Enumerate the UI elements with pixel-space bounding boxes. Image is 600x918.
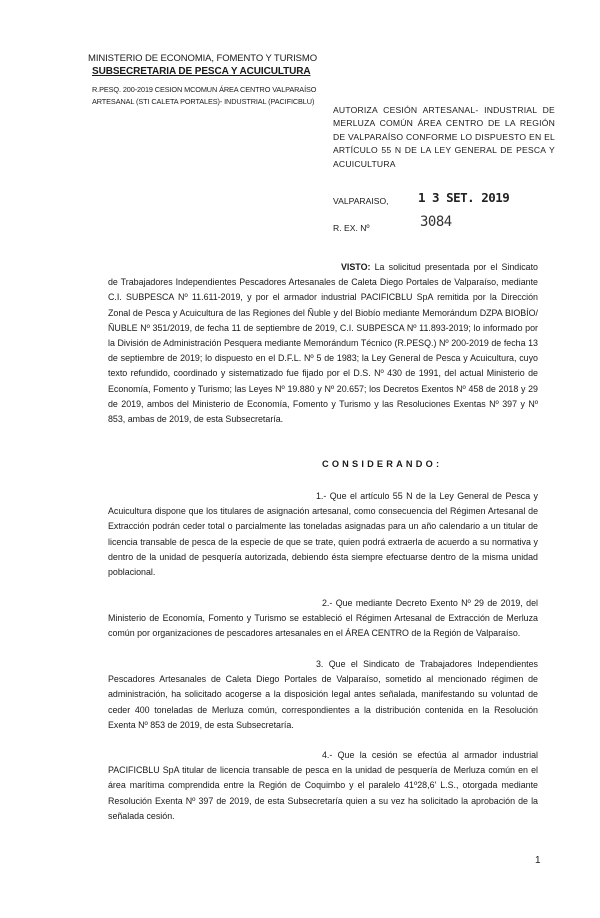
reference-line-1: R.PESQ. 200-2019 CESION MCOMUN ÁREA CENTRO VALPARAÍSO: [92, 85, 317, 94]
visto-paragraph: [108, 260, 538, 427]
ministry-heading: MINISTERIO DE ECONOMIA, FOMENTO Y TURISMO: [88, 53, 318, 64]
reference-block: [92, 84, 342, 108]
resolution-subject: AUTORIZA CESIÓN ARTESANAL- INDUSTRIAL DE MERLUZA COMÚN ÁREA CENTRO DE LA REGIÓN DE VALPARAÍSO CONFORME LO DISPUESTO EN EL ARTÍCULO 55 N DE LA LEY GENERAL DE PESCA Y ACUICULTURA: [333, 105, 555, 169]
considerando-4-text: 4.- Que la cesión se efectúa al armador industrial PACIFICBLU SpA titular de licencia transable de pesca en la unidad de pesquería de Merluza común en el área marítima comprendida entre la Región de Coquimbo y el paralelo 41º28,6' L.S., otorgada mediante Resolución Exenta Nº 397 de 2019, de esta Subsecretaría quien a su vez ha solicitado la aprobación de la señalada cesión.: [108, 750, 538, 821]
place-label: VALPARAISO,: [333, 196, 389, 206]
considerando-1-text: 1.- Que el artículo 55 N de la Ley General de Pesca y Acuicultura dispone que los titulares de asignación artesanal, como consecuencia del Régimen Artesanal de Extracción podrán ceder total o parcialmente las toneladas asignadas para un año calendario a un titular de licencia transable de pesca de la especie de que se trate, quien podrá extraerla de acuerdo a su normativa y dentro de la unidad de pesquería autorizada, debiendo ésta siempre efectuarse dentro de la misma unidad poblacional.: [108, 491, 538, 578]
date-stamp: 1 3 SET. 2019: [418, 190, 510, 205]
rex-label: R. EX. Nº: [333, 223, 370, 233]
considerando-1: [108, 489, 538, 580]
considerando-4: [108, 748, 538, 824]
visto-lead: VISTO:: [341, 262, 371, 272]
considerando-heading: CONSIDERANDO:: [322, 459, 443, 469]
rex-number-stamp: 3084: [420, 214, 452, 230]
page-number: 1: [535, 855, 541, 866]
subsecretaria-heading: SUBSECRETARIA DE PESCA Y ACUICULTURA: [92, 66, 311, 77]
reference-line-2: ARTESANAL (STI CALETA PORTALES)- INDUSTRIAL (PACIFICBLU): [92, 97, 315, 106]
considerando-3-text: 3. Que el Sindicato de Trabajadores Independientes Pescadores Artesanales de Caleta Diego Portales de Valparaíso, sometido al mencionado régimen de administración, ha solicitado acogerse a la disposición legal antes señalada, manifestando su voluntad de ceder 400 toneladas de Merluza común, correspondientes a la distribución contenida en la Resolución Exenta Nº 853 de 2019, de esta Subsecretaría.: [108, 659, 538, 730]
visto-text: La solicitud presentada por el Sindicato de Trabajadores Independientes Pescadores Artesanales de Caleta Diego Portales de Valparaíso, mediante C.I. SUBPESCA Nº 11.611-2019, y por el armador industrial PACIFICBLU SpA remitida por la Dirección Zonal de Pesca y Acuicultura de las Regiones del Ñuble y del Biobío mediante Memorándum DZPA BIOBÍO/ÑUBLE Nº 351/2019, de fecha 11 de septiembre de 2019, C.I. SUBPESCA Nº 11.893-2019; lo informado por la División de Administración Pesquera mediante Memorándum Técnico (R.PESQ.) Nº 200-2019 de fecha 13 de septiembre de 2019; lo dispuesto en el D.F.L. Nº 5 de 1983; la Ley General de Pesca y Acuicultura, cuyo texto refundido, coordinado y sistematizado fue fijado por el D.S. Nº 430 de 1991, del actual Ministerio de Economía, Fomento y Turismo; las Leyes Nº 19.880 y Nº 20.657; los Decretos Exentos Nº 458 de 2018 y 29 de 2019, ambos del Ministerio de Economía, Fomento y Turismo y las Resoluciones Exentas Nº 397 y Nº 853, ambas de 2019, de esta Subsecretaría.: [108, 262, 538, 425]
considerando-2-text: 2.- Que mediante Decreto Exento Nº 29 de 2019, del Ministerio de Economía, Fomento y Turismo se estableció el Régimen Artesanal de Extracción de Merluza común por organizaciones de pescadores artesanales en el ÁREA CENTRO de la Región de Valparaíso.: [108, 598, 538, 639]
considerando-3: [108, 657, 538, 733]
considerando-2: [108, 596, 538, 642]
